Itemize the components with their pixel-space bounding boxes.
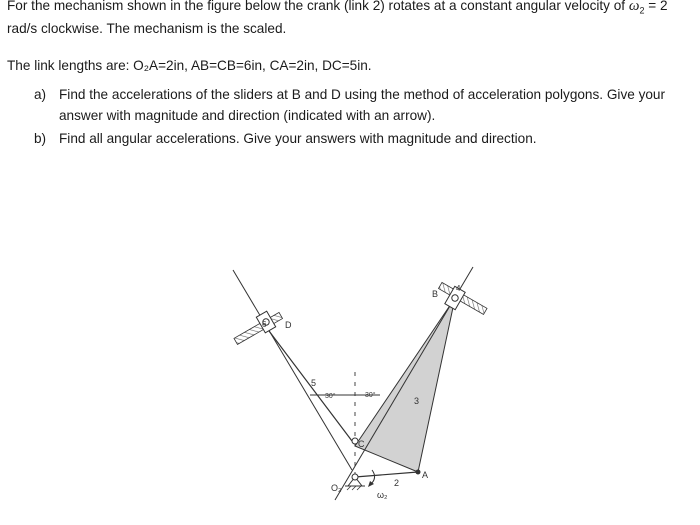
label-o2: O₂ [331, 483, 342, 493]
question-b-marker: b) [34, 131, 47, 146]
label-a: A [422, 470, 429, 480]
intro-text-1: For the mechanism shown in the figure below the crank (link 2) rotates at a constant angular velocity of [7, 0, 629, 13]
label-b: B [432, 289, 439, 299]
label-link-3: 3 [414, 396, 420, 406]
question-b-text: Find all angular accelerations. Give your answers with magnitude and direction. [59, 131, 537, 146]
omega-symbol: ω [628, 0, 640, 14]
label-d: D [285, 320, 292, 330]
label-link-2: 2 [394, 478, 400, 488]
link-2-crank [355, 472, 418, 477]
link-lengths: The link lengths are: O₂A=2in, AB=CB=6in, CA=2in, DC=5in. [7, 58, 372, 73]
omega-value: = 2 [644, 0, 668, 13]
label-omega2: ω₂ [377, 490, 388, 500]
label-c: C [358, 439, 365, 449]
label-angle-left: 30° [325, 393, 336, 400]
question-a-text-2: answer with magnitude and direction (indicated with an arrow). [59, 108, 436, 123]
link-5 [263, 323, 352, 441]
omega-subscript: 2 [639, 5, 645, 16]
label-link-6: 6 [262, 320, 267, 329]
slider-d-guide [233, 270, 352, 470]
link-3-triangle [355, 298, 455, 472]
label-link-5: 5 [311, 378, 317, 388]
label-link-4: 4 [456, 284, 461, 293]
ground-b [438, 282, 487, 314]
joint-a [416, 470, 421, 475]
question-a-marker: a) [34, 87, 47, 102]
question-a-text-1: Find the accelerations of the sliders at B and D using the method of acceleration polygons. Give your [59, 87, 666, 102]
intro-line-2: rad/s clockwise. The mechanism is the scaled. [7, 21, 287, 36]
label-angle-right: 30° [365, 392, 376, 399]
